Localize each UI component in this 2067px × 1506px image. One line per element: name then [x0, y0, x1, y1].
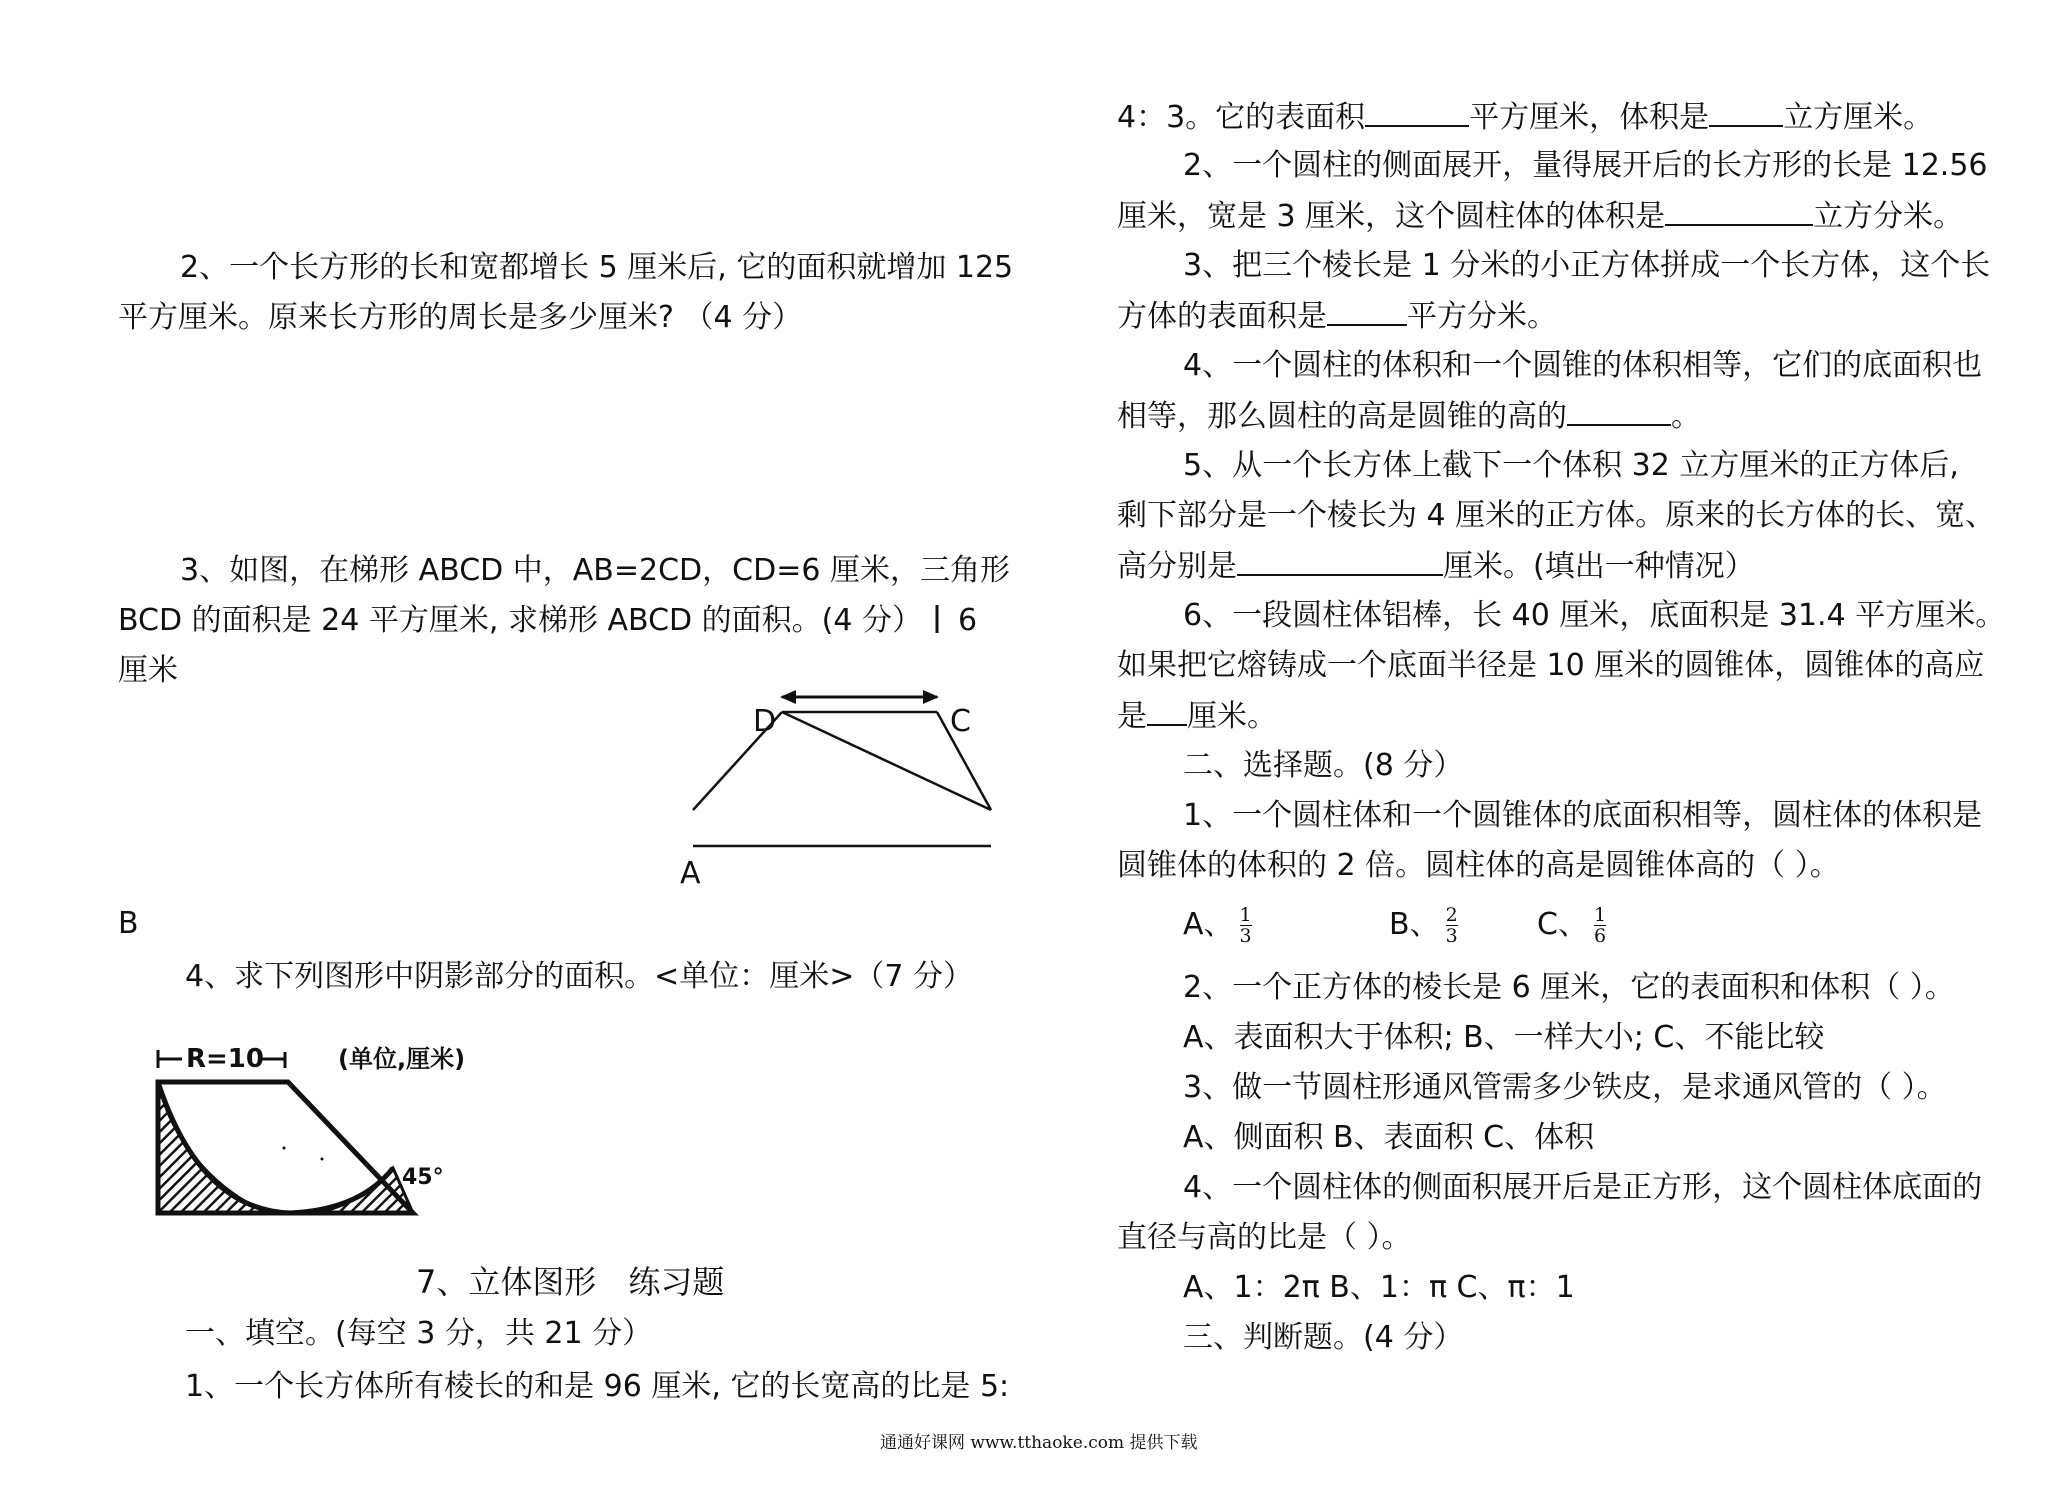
- fraction-b: $\frac{2}{3}$: [1445, 904, 1458, 947]
- fig-angle-label: 45°: [402, 1165, 444, 1190]
- page-footer: 通通好课网 www.tthaoke.com 提供下载: [880, 1433, 1198, 1453]
- c3-options: A、侧面积 B、表面积 C、体积: [1183, 1120, 1595, 1155]
- q2-line1: 2、一个长方形的长和宽都增长 5 厘米后, 它的面积就增加 125: [180, 250, 1014, 285]
- f5-line1: 5、从一个长方体上截下一个体积 32 立方厘米的正方体后,: [1183, 448, 1959, 483]
- f6-text-b: 厘米。: [1187, 699, 1277, 734]
- f3-text-b: 平方分米。: [1407, 299, 1557, 334]
- c1-line2: 圆锥体的体积的 2 倍。圆柱体的高是圆锥体高的（ ）。: [1117, 848, 1840, 883]
- f3-text-a: 方体的表面积是: [1117, 299, 1327, 334]
- label-a: A: [680, 856, 701, 891]
- f2-text-a: 厘米，宽是 3 厘米，这个圆柱体的体积是: [1117, 199, 1666, 234]
- f6-text-a: 是: [1117, 699, 1147, 734]
- f3-line1: 3、把三个棱长是 1 分米的小正方体拼成一个长方体，这个长: [1183, 248, 1991, 283]
- label-d: D: [753, 704, 777, 739]
- fig-unit-label: (单位,厘米): [338, 1045, 466, 1073]
- c1-option-b[interactable]: [1389, 905, 1458, 946]
- q3-line1: 3、如图，在梯形 ABCD 中，AB=2CD，CD=6 厘米，三角形: [180, 553, 1010, 588]
- f6-line3: [1117, 696, 1277, 737]
- f1-line1: 1、一个长方体所有棱长的和是 96 厘米, 它的长宽高的比是 5:: [185, 1369, 1010, 1404]
- blank-dimensions[interactable]: [1237, 546, 1443, 576]
- c1-line1: 1、一个圆柱体和一个圆锥体的底面积相等，圆柱体的体积是: [1183, 798, 1983, 833]
- part1-title: 一、填空。(每空 3 分，共 21 分）: [185, 1316, 653, 1351]
- center-dot: [283, 1147, 286, 1150]
- blank-volume[interactable]: [1709, 97, 1783, 127]
- f2-line2: [1117, 196, 1963, 237]
- option-b-letter: B、: [1389, 907, 1440, 942]
- q3-line2: BCD 的面积是 24 平方厘米, 求梯形 ABCD 的面积。(4 分）: [118, 603, 922, 638]
- q3-six: 6: [958, 603, 978, 638]
- f6-line2: 如果把它熔铸成一个底面半径是 10 厘米的圆锥体，圆锥体的高应: [1117, 648, 1985, 683]
- f2-line1: 2、一个圆柱的侧面展开，量得展开后的长方形的长是 12.56: [1183, 148, 1988, 183]
- blank-height-ratio[interactable]: [1567, 396, 1671, 426]
- f5-line3: [1117, 546, 1755, 587]
- c3-line1: 3、做一节圆柱形通风管需多少铁皮，是求通风管的（ ）。: [1183, 1070, 1947, 1105]
- c4-line2: 直径与高的比是（ ）。: [1117, 1220, 1412, 1255]
- option-c-letter: C、: [1537, 907, 1588, 942]
- blank-cone-height[interactable]: [1147, 696, 1187, 726]
- f1-text-b: 平方厘米，体积是: [1469, 100, 1710, 135]
- fraction-a: $\frac{1}{3}$: [1239, 904, 1252, 947]
- blank-surface-area[interactable]: [1365, 97, 1469, 127]
- f6-line1: 6、一段圆柱体铝棒，长 40 厘米，底面积是 31.4 平方厘米。: [1183, 598, 2006, 633]
- f5-line2: 剩下部分是一个棱长为 4 厘米的正方体。原来的长方体的长、宽、: [1117, 498, 1996, 533]
- f5-text-a: 高分别是: [1117, 549, 1237, 584]
- label-b: B: [118, 906, 139, 941]
- fraction-c: $\frac{1}{6}$: [1593, 904, 1607, 947]
- c4-options: A、1：2π B、1：π C、π：1: [1183, 1270, 1575, 1305]
- c1-options: [1183, 905, 1252, 946]
- section-title: 7、立体图形 练习题: [416, 1263, 725, 1301]
- f4-line2: [1117, 396, 1701, 437]
- f3-line2: [1117, 296, 1557, 337]
- q3-line3: 厘米: [118, 653, 178, 688]
- f2-text-b: 立方分米。: [1813, 199, 1964, 234]
- part3-title: 三、判断题。(4 分）: [1183, 1320, 1464, 1355]
- f4-text-a: 相等，那么圆柱的高是圆锥的高的: [1117, 399, 1567, 434]
- f5-text-b: 厘米。(填出一种情况）: [1443, 549, 1755, 584]
- f1-line2: [1117, 97, 1933, 138]
- fig-r-label: R=10: [186, 1044, 264, 1074]
- f1-text-c: 立方厘米。: [1783, 100, 1934, 135]
- option-a[interactable]: [1183, 904, 1252, 947]
- part2-title: 二、选择题。(8 分）: [1183, 748, 1464, 783]
- c1-option-c[interactable]: [1537, 905, 1606, 946]
- c4-line1: 4、一个圆柱体的侧面积展开后是正方形，这个圆柱体底面的: [1183, 1170, 1983, 1205]
- shaded-left: [158, 1082, 268, 1213]
- label-c: C: [950, 704, 971, 739]
- q2-line2: 平方厘米。原来长方形的周长是多少厘米? （4 分）: [118, 300, 803, 335]
- option-a-letter: A、: [1183, 907, 1234, 942]
- blank-cylinder-volume[interactable]: [1665, 196, 1813, 226]
- blank-cuboid-area[interactable]: [1327, 296, 1407, 326]
- c2-line1: 2、一个正方体的棱长是 6 厘米，它的表面积和体积（ ）。: [1183, 970, 1955, 1005]
- c2-options: A、表面积大于体积; B、一样大小; C、不能比较: [1183, 1020, 1825, 1055]
- f4-text-b: 。: [1671, 399, 1701, 434]
- f1-text-a: 4：3。它的表面积: [1117, 100, 1366, 135]
- center-dot-2: [321, 1158, 324, 1161]
- f4-line1: 4、一个圆柱的体积和一个圆锥的体积相等，它们的底面积也: [1183, 348, 1983, 383]
- q4-title: 4、求下列图形中阴影部分的面积。<单位：厘米>（7 分）: [185, 959, 973, 994]
